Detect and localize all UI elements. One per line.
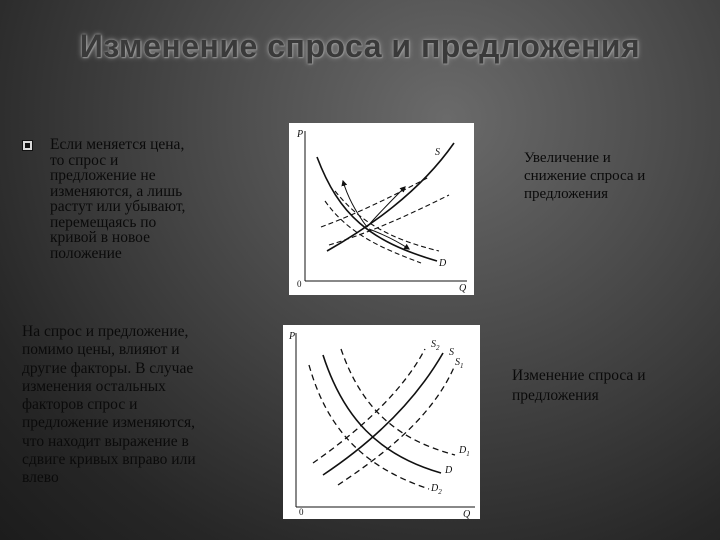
graph2-svg xyxy=(283,325,480,519)
text-line: изменяются, а лишь xyxy=(50,182,183,200)
p-axis-label: P xyxy=(289,331,296,342)
supply-demand-shift-graph xyxy=(283,325,480,519)
graph1-caption xyxy=(524,149,699,204)
text-line: перемещаясь по xyxy=(50,213,157,231)
text-line: кривой в новое xyxy=(50,229,150,246)
q-axis-label: Q xyxy=(459,283,467,294)
d2-label: $D_2$ xyxy=(431,483,442,496)
demand-label: D xyxy=(439,258,447,269)
text-line: другие факторы. В случае xyxy=(22,359,194,377)
arrow-down-right xyxy=(369,229,409,249)
text-line: предложения xyxy=(524,186,609,203)
slide-title: Изменение спроса и предложения xyxy=(79,28,641,64)
p-axis-label: P xyxy=(297,129,304,140)
s1-label: $S_1$ xyxy=(455,357,464,370)
text-line: снижение спроса и xyxy=(524,168,646,185)
text-line: На спрос и предложение, xyxy=(22,323,189,340)
text-line: помимо цены, влияют и xyxy=(22,341,180,359)
graph1-svg xyxy=(289,123,474,295)
d1-label: $D_1$ xyxy=(459,445,470,458)
text-line: предложения xyxy=(512,387,599,404)
text-line: положение xyxy=(50,244,122,262)
text-line: что находит выражение в xyxy=(22,432,189,450)
square-bullet-icon xyxy=(22,140,33,151)
text-line: факторов спрос и xyxy=(22,396,138,414)
text-line: растут или убывают, xyxy=(50,198,186,215)
bullet-point xyxy=(22,137,252,261)
text-line: влево xyxy=(22,469,59,487)
text-line: Изменение спроса и xyxy=(512,367,646,384)
s2-label: $S_2$ xyxy=(431,339,440,352)
d-label: D xyxy=(445,465,453,476)
text-line: Увеличение и xyxy=(524,150,611,166)
demand-shift-dashed xyxy=(325,201,421,263)
s-label: S xyxy=(449,347,454,358)
bullet-text xyxy=(50,137,252,261)
arrow-up-right xyxy=(367,187,405,227)
supply-demand-movement-graph xyxy=(289,123,474,295)
text-line: Если меняется цена, xyxy=(50,136,185,153)
factors-paragraph xyxy=(22,323,237,488)
supply-curve-s2 xyxy=(313,349,425,463)
text-line: сдвиге кривых вправо или xyxy=(22,451,196,469)
text-line: предложение изменяются, xyxy=(22,414,195,432)
supply-label: S xyxy=(435,147,440,158)
graph2-caption xyxy=(512,366,697,406)
text-line: изменения остальных xyxy=(22,377,166,395)
supply-curve-s1 xyxy=(338,365,455,485)
origin-label: 0 xyxy=(299,507,304,517)
text-line: то спрос и xyxy=(50,151,119,169)
origin-label: 0 xyxy=(297,279,302,289)
supply-curve xyxy=(323,353,443,475)
text-line: предложение не xyxy=(50,167,156,184)
q-axis-label: Q xyxy=(463,509,471,519)
